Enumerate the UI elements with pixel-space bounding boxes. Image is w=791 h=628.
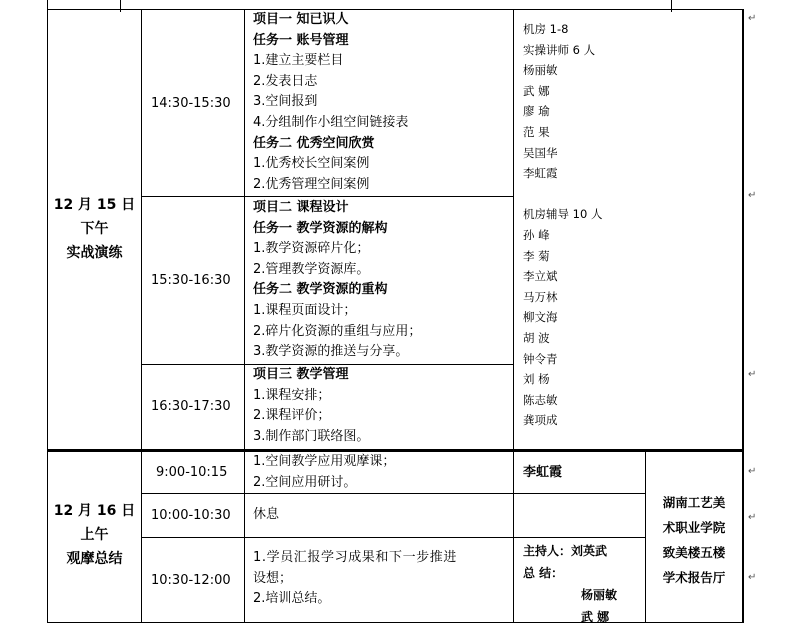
task-line: 4.分组制作小组空间链接表 — [253, 114, 409, 130]
venue-line: 湖南工艺美 — [662, 495, 726, 510]
row-end-mark: ↵ — [748, 369, 757, 380]
row-end-mark: ↵ — [748, 572, 757, 583]
task-line: 2.管理教学资源库。 — [253, 261, 370, 277]
day15-session-1-time: 14:30-15:30 — [151, 96, 231, 111]
task-line: 设想； — [253, 570, 293, 586]
staff-line: 刘 杨 — [523, 372, 550, 387]
day16-session-2-content — [253, 505, 279, 526]
day15-date: 12 月 15 日 — [53, 197, 136, 213]
day16-session-1-content — [253, 452, 395, 493]
day16-period: 上午 — [80, 527, 109, 543]
task-line: 1.课程安排； — [253, 387, 331, 403]
task-line: 1.教学资源碎片化； — [253, 241, 370, 257]
staff-line: 马万林 — [523, 289, 558, 304]
task-line: 2.优秀管理空间案例 — [253, 176, 370, 192]
task-line: 2.碎片化资源的重组与应用； — [253, 323, 422, 339]
staff-line — [523, 184, 602, 205]
day15-session-1-content — [253, 10, 408, 195]
staff-line: 机房辅导 10 人 — [523, 207, 603, 222]
task-heading: 任务一 账号管理 — [253, 32, 349, 48]
task-heading: 项目一 知已识人 — [253, 12, 349, 27]
staff-line: 吴国华 — [523, 145, 558, 160]
staff-line: 孙 峰 — [523, 227, 550, 242]
staff-line: 杨丽敏 — [523, 63, 558, 78]
staff-line: 机房 1-8 — [523, 22, 569, 36]
row-end-mark: ↵ — [748, 512, 757, 523]
task-line: 3.教学资源的推送与分享。 — [253, 344, 409, 360]
task-heading: 任务一 教学资源的解构 — [253, 220, 388, 236]
task-line: 2.课程评价； — [253, 408, 331, 424]
day15-title: 实战演练 — [66, 245, 123, 261]
day16-session-2-time: 10:00-10:30 — [151, 508, 231, 523]
staff-line: 李虹霞 — [523, 166, 558, 181]
day15-session-3-time: 16:30-17:30 — [151, 399, 231, 414]
task-line: 2.发表日志 — [253, 73, 318, 89]
staff-line: 范 果 — [523, 124, 550, 139]
venue-line: 学术报告厅 — [662, 570, 726, 585]
day15-session-2-content — [253, 198, 421, 363]
venue-line: 致美楼五楼 — [662, 545, 726, 560]
row-end-mark: ↵ — [748, 466, 757, 477]
task-heading: 任务二 教学资源的重构 — [253, 282, 388, 298]
day16-session-3-content — [253, 548, 457, 610]
task-line: 1.学员汇报学习成果和下一步推进 — [253, 550, 458, 565]
staff-line: 柳文海 — [523, 310, 558, 325]
day16-date-cell — [48, 499, 141, 571]
staff-line: 武 娜 — [523, 83, 550, 98]
day16-session-3-staff — [523, 540, 617, 628]
task-heading: 项目二 课程设计 — [253, 200, 349, 215]
summary-person: 武 娜 — [581, 610, 610, 624]
day16-date: 12 月 16 日 — [53, 503, 136, 519]
day16-session-1-time: 9:00-10:15 — [156, 465, 228, 480]
row-end-mark: ↵ — [748, 190, 757, 201]
task-line: 3.制作部门联络图。 — [253, 428, 370, 444]
day16-title: 观摩总结 — [66, 551, 123, 567]
venue-line: 术职业学院 — [662, 520, 726, 535]
day15-period: 下午 — [80, 221, 109, 237]
task-line: 1.空间教学应用观摩课； — [253, 454, 396, 469]
host-line: 主持人：刘英武 — [523, 544, 608, 558]
day15-session-2-time: 15:30-16:30 — [151, 273, 231, 288]
task-line: 2.空间应用研讨。 — [253, 474, 357, 490]
day16-session-1-staff: 李虹霞 — [523, 465, 563, 480]
staff-line: 龚项成 — [523, 413, 558, 428]
task-line: 1.优秀校长空间案例 — [253, 156, 370, 172]
staff-line: 钟令青 — [523, 351, 558, 366]
staff-line: 李立斌 — [523, 269, 558, 284]
staff-line: 李 菊 — [523, 248, 550, 263]
day15-staff-list — [523, 19, 602, 431]
staff-line: 实操讲师 6 人 — [523, 42, 596, 57]
day15-session-3-content — [253, 365, 369, 447]
task-line: 2.培训总结。 — [253, 591, 331, 607]
task-line: 1.建立主要栏目 — [253, 53, 344, 69]
task-line: 3.空间报到 — [253, 94, 318, 110]
summary-label: 总 结： — [523, 566, 564, 580]
row-end-mark: ↵ — [748, 13, 757, 24]
task-heading: 任务二 优秀空间欣赏 — [253, 135, 375, 151]
day16-session-3-time: 10:30-12:00 — [151, 573, 231, 588]
task-line: 1.课程页面设计； — [253, 302, 357, 318]
day15-date-cell — [48, 193, 141, 265]
task-line: 休息 — [253, 507, 280, 522]
staff-line: 廖 瑜 — [523, 104, 550, 119]
staff-line: 胡 波 — [523, 330, 550, 345]
staff-line: 陈志敏 — [523, 392, 558, 407]
task-heading: 项目三 教学管理 — [253, 367, 349, 382]
day16-venue — [646, 490, 742, 590]
summary-person: 杨丽敏 — [581, 588, 618, 602]
